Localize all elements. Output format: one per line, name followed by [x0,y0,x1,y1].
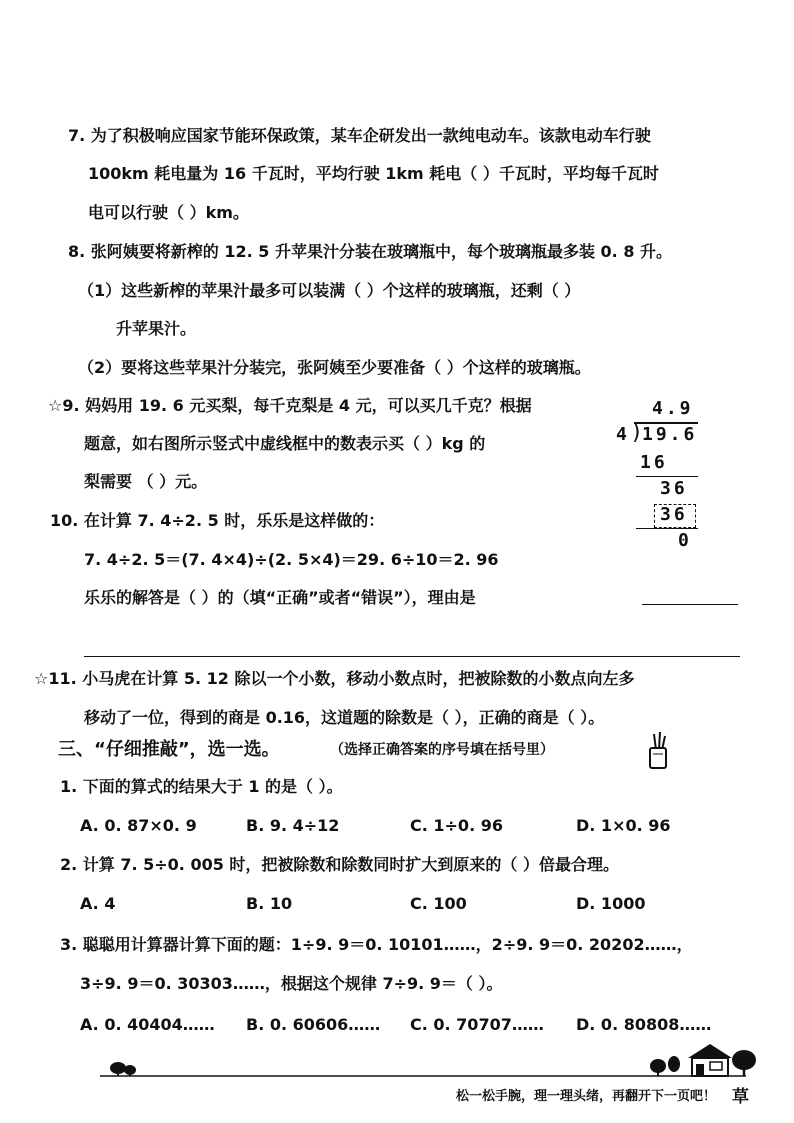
s3-line2: 3÷9. 9＝0. 30303……，根据这个规律 7÷9. 9＝（ ）。 [80,974,503,993]
division-remainder: 0 [678,530,692,551]
division-bracket: ) [630,420,644,445]
division-quotient: 4.9 [652,398,694,419]
section3-title: 三、“仔细推敲”，选一选。 [58,739,280,760]
q10-reason-blank[interactable] [642,604,738,605]
q9-line2: 题意，如右图所示竖式中虚线框中的数表示买（ ）kg 的 [84,434,486,453]
q9-line1: ☆9. 妈妈用 19. 6 元买梨，每千克梨是 4 元，可以买几千克？根据 [48,396,532,415]
footer-text: 松一松手腕，理一理头绪，再翻开下一页吧！ [456,1089,717,1104]
q7-line1: 7. 为了积极响应国家节能环保政策，某车企研发出一款纯电动车。该款电动车行驶 [68,126,651,145]
division-step3: 36 [660,504,688,525]
division-divisor: 4 [616,424,630,445]
s2-options [80,892,740,916]
q7-line2: 100km 耗电量为 16 千瓦时，平均行驶 1km 耗电（ ）千瓦时，平均每千瓦时 [88,164,659,183]
s3-line1: 3. 聪聪用计算器计算下面的题：1÷9. 9＝0. 10101……，2÷9. 9＝0. 20202……， [60,935,693,954]
division-dividend: 19.6 [642,424,698,445]
s2-question: 2. 计算 7. 5÷0. 005 时，把被除数和除数同时扩大到原来的（ ）倍最合理。 [60,855,619,874]
q10-line2: 7. 4÷2. 5＝(7. 4×4)÷(2. 5×4)＝29. 6÷10＝2. 96 [84,550,499,569]
q11-line2: 移动了一位，得到的商是 0.16，这道题的除数是（ ），正确的商是（ ）。 [84,708,605,727]
q11-line1: ☆11. 小马虎在计算 5. 12 除以一个小数，移动小数点时，把被除数的小数点向左多 [34,669,635,688]
q10-answer-line[interactable] [84,656,740,657]
s1-options [80,814,740,838]
division-rule2 [636,528,698,529]
division-step2: 36 [660,478,688,499]
s1-option-b[interactable]: B. 9. 4÷12 [246,816,340,835]
division-step1: 16 [640,452,668,473]
s3-options [80,1013,740,1037]
s3-option-a[interactable]: A. 0. 40404…… [80,1015,215,1034]
s2-option-d[interactable]: D. 1000 [576,894,646,913]
q9-line3: 梨需要 （ ）元。 [84,472,208,491]
q10-line1: 10. 在计算 7. 4÷2. 5 时，乐乐是这样做的： [50,511,385,530]
s1-option-a[interactable]: A. 0. 87×0. 9 [80,816,197,835]
s1-option-d[interactable]: D. 1×0. 96 [576,816,671,835]
q7-line3: 电可以行驶（ ）km。 [88,203,249,222]
s2-option-a[interactable]: A. 4 [80,894,116,913]
division-rule1 [636,476,698,477]
q8-sub1-line1: （1）这些新榨的苹果汁最多可以装满（ ）个这样的玻璃瓶，还剩（ ） [78,281,581,300]
s3-option-b[interactable]: B. 0. 60606…… [246,1015,381,1034]
s2-option-b[interactable]: B. 10 [246,894,293,913]
long-division [612,396,702,556]
q8-sub2: （2）要将这些苹果汁分装完，张阿姨至少要准备（ ）个这样的玻璃瓶。 [78,358,591,377]
s3-option-d[interactable]: D. 0. 80808…… [576,1015,712,1034]
q8-line1: 8. 张阿姨要将新榨的 12. 5 升苹果汁分装在玻璃瓶中，每个玻璃瓶最多装 0. 8 升。 [68,242,673,261]
footer-tag: 草 [732,1087,749,1107]
footer-landscape [96,1040,760,1080]
q10-line3: 乐乐的解答是（ ）的（填“正确”或者“错误”），理由是 [84,588,476,607]
s3-option-c[interactable]: C. 0. 70707…… [410,1015,544,1034]
s1-option-c[interactable]: C. 1÷0. 96 [410,816,503,835]
s2-option-c[interactable]: C. 100 [410,894,467,913]
pencil-cup-icon [646,730,670,770]
section3-note: （选择正确答案的序号填在括号里） [330,742,554,758]
s1-question: 1. 下面的算式的结果大于 1 的是（ ）。 [60,777,343,796]
q8-sub1-line2: 升苹果汁。 [116,319,197,338]
